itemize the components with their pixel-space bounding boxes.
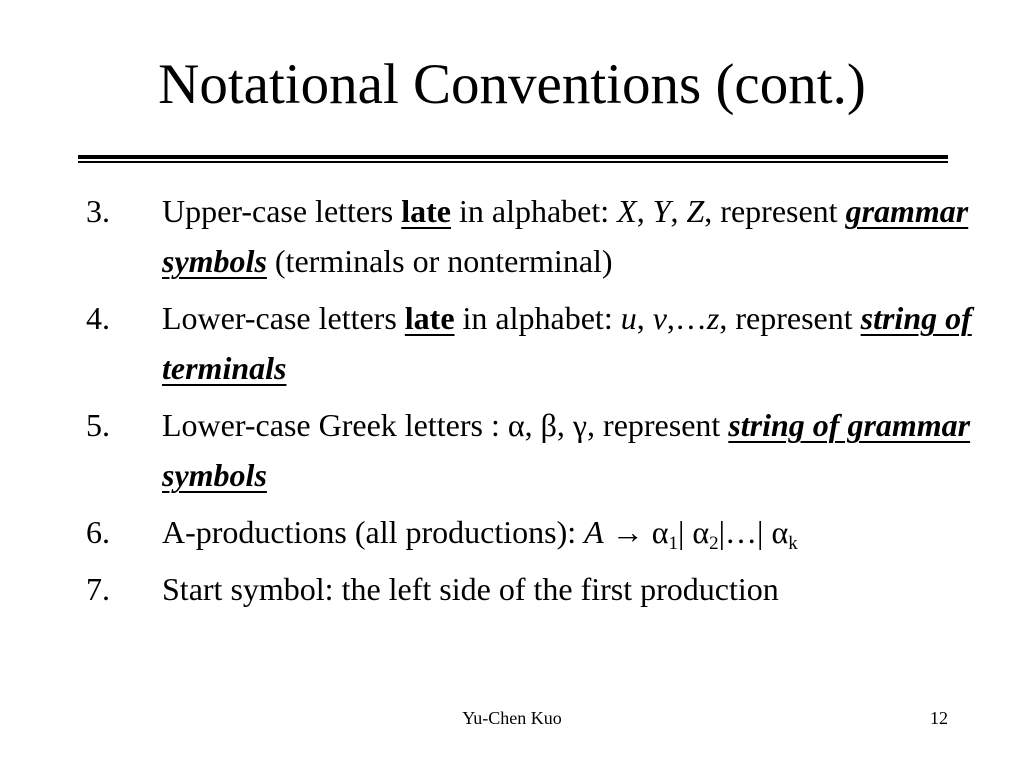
emphasis-string-of-terminals: string of terminals (162, 300, 972, 386)
emphasis-string-of-grammar-symbols: string of grammar symbols (162, 407, 971, 493)
symbol-beta: β (540, 407, 557, 443)
subscript: 1 (668, 533, 678, 554)
symbol-alpha: α (507, 407, 525, 443)
subscript: k (788, 533, 798, 554)
symbol-u: u (620, 300, 637, 336)
text-run: , (636, 300, 653, 336)
text-run: (terminals or nonterminal) (266, 243, 613, 279)
list-item-number: 3. (86, 193, 110, 229)
symbol-a: A (584, 514, 604, 550)
symbol-gamma: γ (572, 407, 588, 443)
list-item-text (162, 400, 986, 500)
list-item-text (162, 293, 986, 393)
list-item-6 (86, 507, 986, 557)
text-run: Lower-case letters (162, 300, 405, 336)
text-run: Upper-case letters (162, 193, 402, 229)
list-item-7 (86, 564, 986, 614)
text-run: , (636, 193, 653, 229)
symbol-alpha: α (651, 514, 669, 550)
list-item-4 (86, 293, 986, 393)
list-item-text (162, 186, 986, 286)
text-run: , represent (719, 300, 861, 336)
list-item-number: 4. (86, 300, 110, 336)
list-item-text (162, 507, 986, 557)
symbol-alpha: α (692, 514, 710, 550)
symbol-alpha: α (771, 514, 789, 550)
emphasis-grammar-symbols: grammar symbols (162, 193, 969, 279)
text-run: Lower-case Greek letters : (162, 407, 508, 443)
text-run: , represent (704, 193, 846, 229)
text-run: , (670, 193, 687, 229)
list-item-5 (86, 400, 986, 500)
text-run: Start symbol: the left side of the first production (162, 571, 779, 607)
list-item-number: 7. (86, 571, 110, 607)
subscript: 2 (709, 533, 719, 554)
symbol-v: v (652, 300, 667, 336)
text-run: , (556, 407, 573, 443)
slide-title: Notational Conventions (cont.) (158, 53, 866, 116)
text-run: | (677, 514, 693, 550)
symbol-z: Z (686, 193, 705, 229)
text-run: , (524, 407, 541, 443)
page-number: 12 (930, 708, 948, 728)
text-run: in alphabet: (450, 193, 618, 229)
symbol-z: z (706, 300, 720, 336)
footer-author: Yu-Chen Kuo (462, 708, 562, 728)
text-run: in alphabet: (454, 300, 621, 336)
list-item-3 (86, 186, 986, 286)
symbol-y: Y (652, 193, 671, 229)
text-run: , represent (587, 407, 729, 443)
list-item-number: 5. (86, 407, 110, 443)
symbol-x: X (617, 193, 637, 229)
text-run: ,… (666, 300, 707, 336)
arrow-symbol: → (603, 514, 652, 550)
conventions-list (86, 186, 986, 621)
list-item-text (162, 564, 986, 614)
title-divider-thin (78, 161, 948, 163)
text-run: |…| (718, 514, 772, 550)
text-run: A-productions (all productions): (162, 514, 585, 550)
list-item-number: 6. (86, 514, 110, 550)
emphasis-late: late (404, 300, 455, 336)
emphasis-late: late (401, 193, 451, 229)
title-divider-thick (78, 155, 948, 159)
